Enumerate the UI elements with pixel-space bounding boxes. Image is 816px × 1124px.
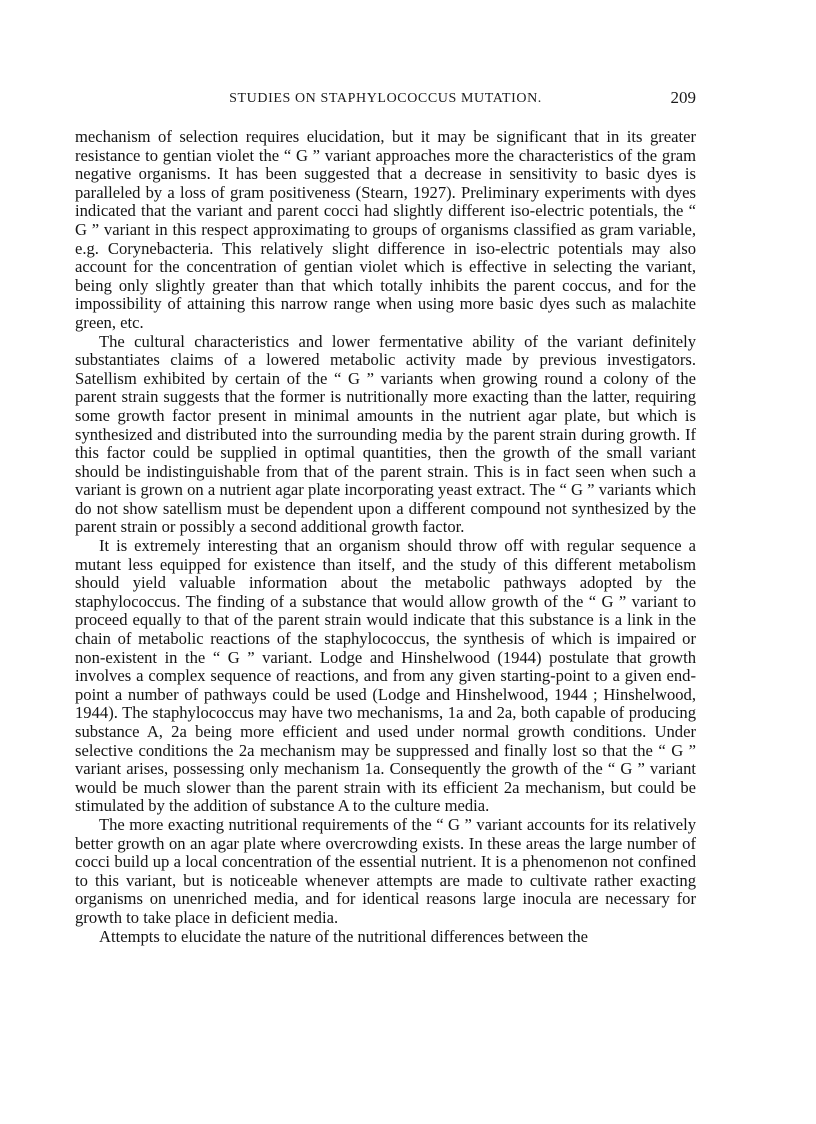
paragraph: It is extremely interesting that an organism should throw off with regular sequence a mutant less equipped for existence than itself, and the study of this different metabolism should yield valuable information about the metabolic pathways adopted by the staphylococcus. The finding of a substance that would allow growth of the “ G ” variant to proceed equally to that of the parent strain would indicate that this substance is a link in the chain of metabolic reactions of the staphylococcus, the synthesis of which is impaired or non-existent in the “ G ” variant. Lodge and Hinshelwood (1944) postulate that growth involves a complex sequence of reactions, and from any given starting-point to a given end-point a number of pathways could be used (Lodge and Hinshelwood, 1944 ; Hinshelwood, 1944). The staphylococcus may have two mechanisms, 1a and 2a, both capable of producing substance A, 2a being more efficient and used under normal growth conditions. Under selective conditions the 2a mechanism may be suppressed and finally lost so that the “ G ” variant arises, possessing only mechanism 1a. Consequently the growth of the “ G ” variant would be much slower than the parent strain with its efficient 2a mechanism, but could be stimulated by the addition of substance A to the culture media.	[75, 536, 696, 816]
running-header	[75, 88, 696, 110]
paragraph: Attempts to elucidate the nature of the nutritional differences between the	[99, 926, 589, 946]
page-number: 209	[670, 88, 696, 107]
paragraph-continued: mechanism of selection requires elucidation, but it may be significant that in its greater resistance to gentian violet the “ G ” variant approaches more the characteristics of the gram negative organisms. It has been suggested that a decrease in sensitivity to basic dyes is paralleled by a loss of gram positiveness (Stearn, 1927). Preliminary experiments with dyes indicated that the variant and parent cocci had slightly different iso-electric potentials, the “ G ” variant in this respect approximating to groups of organisms classified as gram variable, e.g. Corynebacteria. This relatively slight difference in iso-electric potentials may also account for the concentration of gentian violet which is effective in selecting the variant, being only slightly greater than that which totally inhibits the parent coccus, and for the impossibility of attaining this narrow range when using more basic dyes such as malachite green, etc.	[75, 127, 696, 332]
paragraph: The cultural characteristics and lower fermentative ability of the variant definitely substantiates claims of a lowered metabolic activity made by previous investigators. Satellism exhibited by certain of the “ G ” variants when growing round a colony of the parent strain suggests that the former is nutritionally more exacting than the latter, requiring some growth factor present in minimal amounts in the nutrient agar plate, but which is synthesized and distributed into the surrounding media by the parent strain during growth. If this factor could be supplied in optimal quantities, then the growth of the small variant should be indistinguishable from that of the parent strain. This is in fact seen when such a variant is grown on a nutrient agar plate incorporating yeast extract. The “ G ” variants which do not show satellism must be dependent upon a different compound not synthesized by the parent strain or possibly a second additional growth factor.	[75, 331, 696, 537]
body-text	[75, 128, 696, 946]
running-title: STUDIES ON STAPHYLOCOCCUS MUTATION.	[229, 91, 542, 106]
paragraph: The more exacting nutritional requirements of the “ G ” variant accounts for its relatively better growth on an agar plate where overcrowding exists. In these areas the large number of cocci build up a local concentration of the essential nutrient. It is a phenomenon not confined to this variant, but is noticeable whenever attempts are made to cultivate rather exacting organisms on unenriched media, and for identical reasons large inocula are necessary for growth to take place in deficient media.	[75, 814, 696, 927]
